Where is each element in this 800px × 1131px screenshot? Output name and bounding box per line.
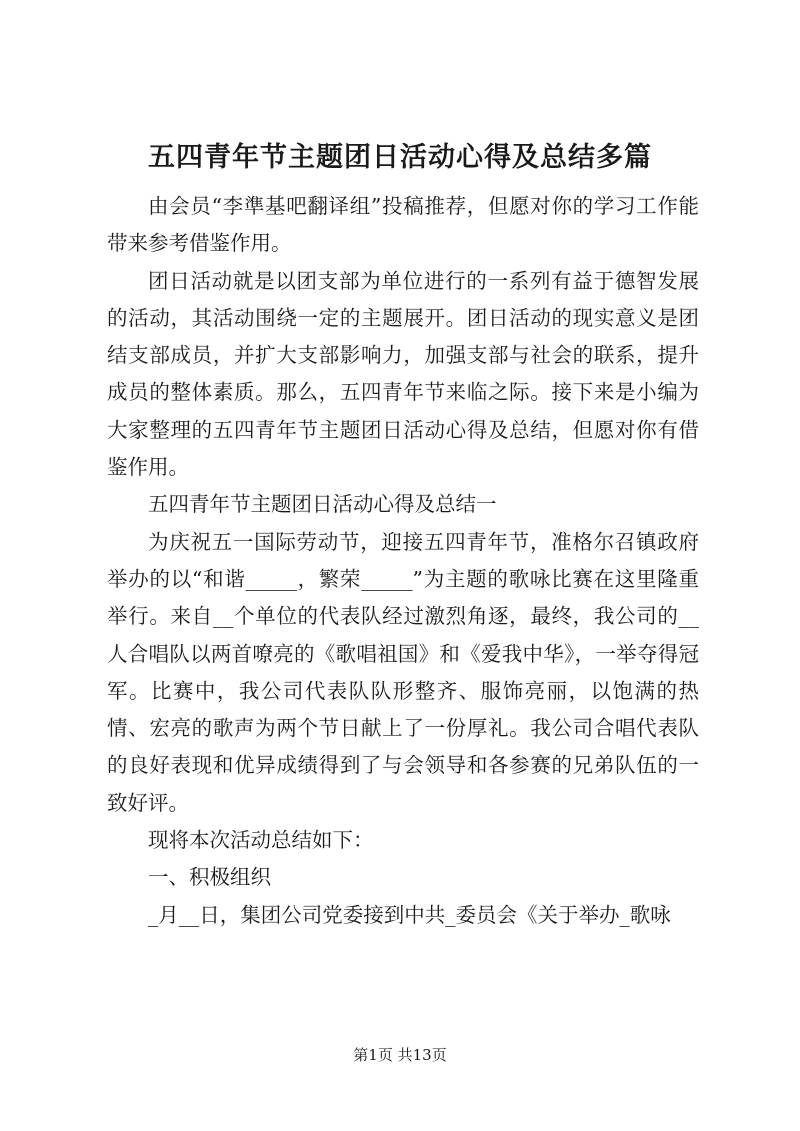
paragraph-summary-intro: 现将本次活动总结如下： — [148, 828, 374, 853]
document-title: 五四青年节主题团日活动心得及总结多篇 — [148, 142, 652, 173]
paragraph-event: 为庆祝五一国际劳动节，迎接五四青年节，准格尔召镇政府举办的以“和谐_____，繁荣_____”为主题的歌咏比赛在这里隆重举行。来自__个单位的代表队经过激烈角逐，最终，我公司的__人合唱队以两首嘹亮的《歌唱祖国》和《爱我中华》，一举夺得冠军。比赛中，我公司代表队队形整齐、服饰亮丽，以饱满的热情、宏亮的歌声为两个节日献上了一份厚礼。我公司合唱代表队的良好表现和优异成绩得到了与会领导和各参赛的兄弟队伍的一致好评。 — [107, 529, 699, 815]
paragraph-description: 团日活动就是以团支部为单位进行的一系列有益于德智发展的活动，其活动围绕一定的主题展开。团日活动的现实意义是团结支部成员，并扩大支部影响力，加强支部与社会的联系，提升成员的整体素质。那么，五四青年节来临之际。接下来是小编为大家整理的五四青年节主题团日活动心得及总结，但愿对你有借鉴作用。 — [107, 268, 699, 480]
page-footer: 第1页 共13页 — [353, 1046, 447, 1064]
subheading-organize: 一、积极组织 — [148, 865, 271, 890]
document-body — [107, 188, 699, 934]
paragraph-continued: _月__日，集团公司党委接到中共_委员会《关于举办_歌咏 — [148, 902, 671, 927]
section-heading-one: 五四青年节主题团日活动心得及总结一 — [148, 492, 497, 517]
paragraph-intro: 由会员“李準基吧翻译组”投稿推荐，但愿对你的学习工作能带来参考借鉴作用。 — [107, 194, 699, 256]
